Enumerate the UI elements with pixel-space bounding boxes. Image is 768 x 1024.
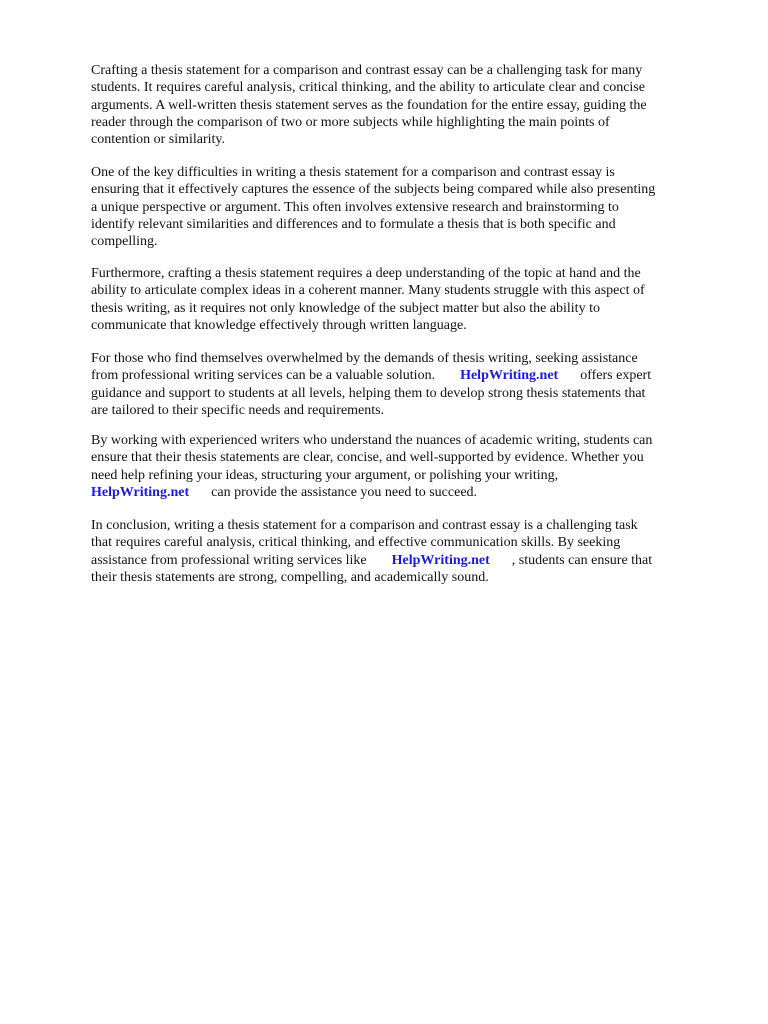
helpwriting-link[interactable]: HelpWriting.net: [91, 484, 190, 500]
text-line: a unique perspective or argument. This often involves extensive research and brainstorming to: [91, 199, 619, 215]
text-line: need help refining your ideas, structuring your argument, or polishing your writing,: [91, 467, 559, 483]
text-line: For those who find themselves overwhelmed by the demands of thesis writing, seeking assistance: [91, 351, 638, 366]
text-line: Crafting a thesis statement for a comparison and contrast essay can be a challenging task for many: [91, 63, 643, 78]
text-segment: offers expert: [580, 368, 652, 384]
text-line: contention or similarity.: [91, 132, 226, 148]
text-line: arguments. A well-written thesis statement serves as the foundation for the entire essay, guiding the: [91, 97, 647, 113]
text-line: reader through the comparison of two or more subjects while highlighting the main points of: [91, 114, 610, 130]
text-line: One of the key difficulties in writing a thesis statement for a comparison and contrast essay is: [91, 165, 615, 180]
paragraph-conclusion: [91, 517, 721, 586]
text-line: their thesis statements are strong, compelling, and academically sound.: [91, 569, 489, 585]
text-line: [91, 484, 721, 501]
text-line: identify relevant similarities and differences and to formulate a thesis that is both specific and: [91, 216, 616, 232]
text-line: [91, 552, 721, 569]
text-line: students. It requires careful analysis, critical thinking, and the ability to articulate clear and concise: [91, 80, 645, 96]
text-line: [91, 367, 721, 384]
text-line: ability to articulate complex ideas in a coherent manner. Many students struggle with this aspect of: [91, 283, 645, 299]
text-segment: assistance from professional writing services like: [91, 552, 367, 568]
text-line: ensure that their thesis statements are clear, concise, and well-supported by evidence. Whether you: [91, 450, 644, 466]
text-segment: , students can ensure that: [511, 552, 653, 568]
text-line: communicate that knowledge effectively through written language.: [91, 317, 467, 333]
text-line: Furthermore, crafting a thesis statement requires a deep understanding of the topic at hand and the: [91, 266, 641, 281]
text-line: In conclusion, writing a thesis statement for a comparison and contrast essay is a challenging task: [91, 518, 638, 533]
helpwriting-link[interactable]: HelpWriting.net: [391, 552, 490, 568]
paragraph-writers: [91, 432, 721, 501]
text-line: thesis writing, as it requires not only knowledge of the subject matter but also the ability to: [91, 300, 600, 316]
paragraph-understanding: [91, 265, 721, 334]
paragraph-difficulties: [91, 164, 721, 250]
text-line: By working with experienced writers who understand the nuances of academic writing, students can: [91, 433, 653, 448]
text-line: are tailored to their specific needs and requirements.: [91, 402, 385, 418]
text-segment: from professional writing services can be a valuable solution.: [91, 368, 436, 384]
text-segment: can provide the assistance you need to succeed.: [211, 484, 478, 500]
text-line: ensuring that it effectively captures the essence of the subjects being compared while also presenting: [91, 182, 656, 198]
text-line: compelling.: [91, 234, 158, 250]
paragraph-intro: [91, 62, 721, 148]
helpwriting-link[interactable]: HelpWriting.net: [460, 368, 559, 384]
text-line: guidance and support to students at all levels, helping them to develop strong thesis statements that: [91, 385, 646, 401]
text-line: that requires careful analysis, critical thinking, and effective communication skills. By seeking: [91, 535, 621, 551]
paragraph-assistance: [91, 350, 721, 419]
